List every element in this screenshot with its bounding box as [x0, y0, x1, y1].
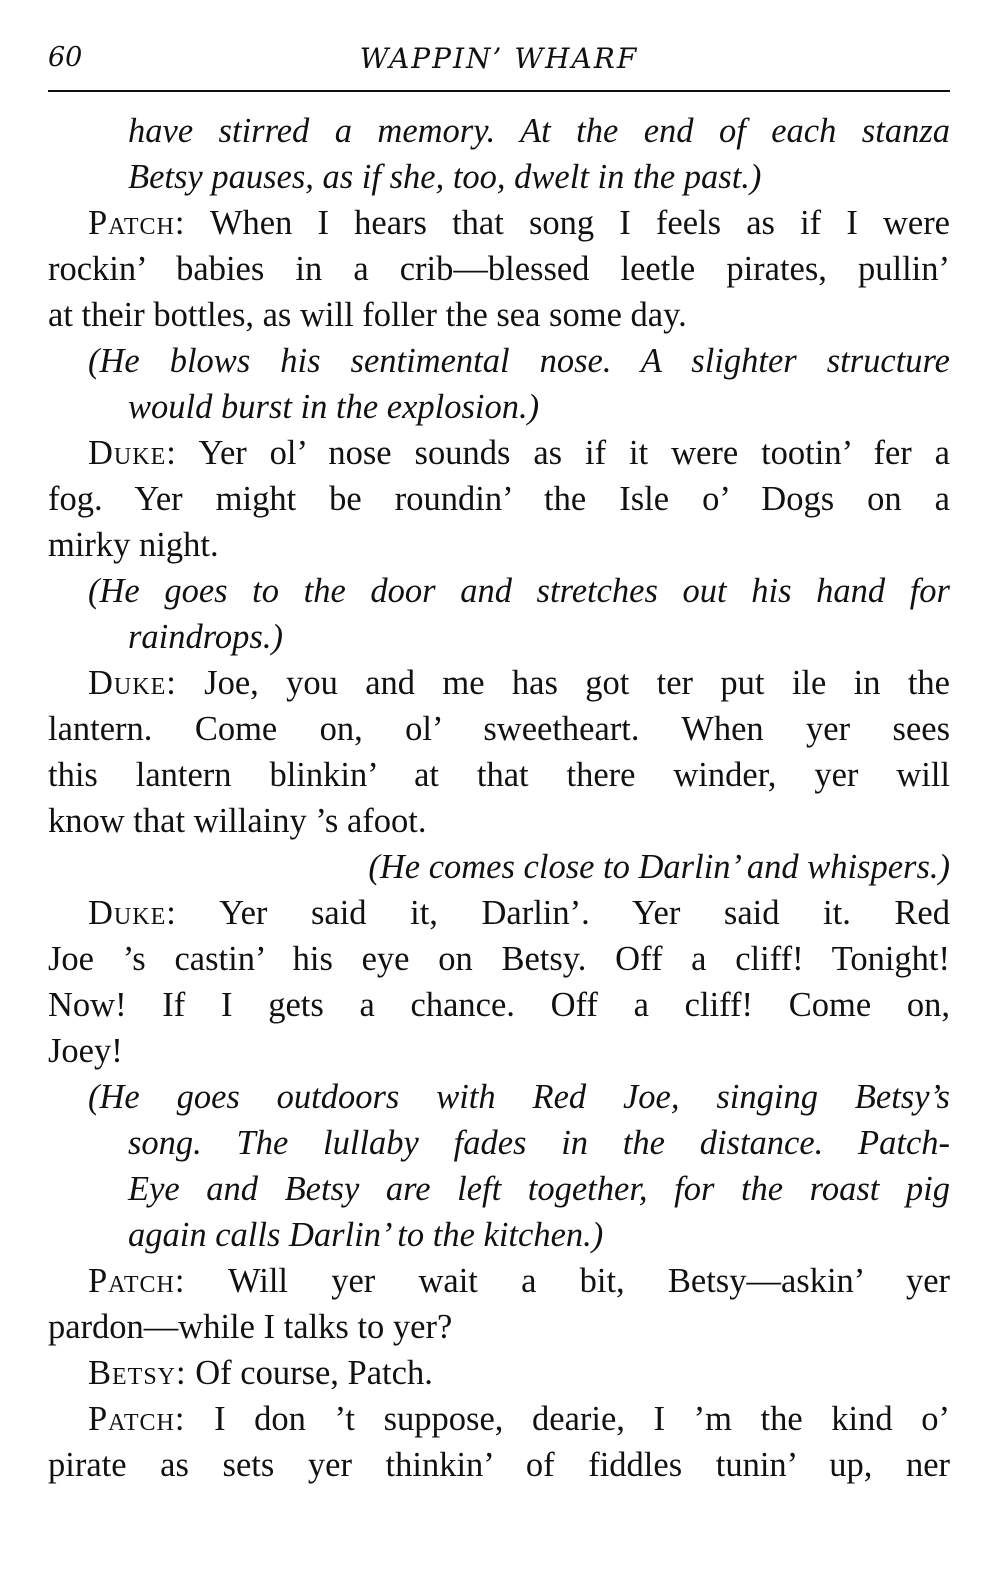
page-number: 60 [48, 42, 83, 73]
dialogue-line: fog. Yer might be roundin’ the Isle o’ Dogs on a [48, 480, 950, 518]
speech-text: When I hears that song I feels as if I were [185, 204, 950, 242]
stage-direction-line: would burst in the explosion.) [128, 388, 540, 426]
speech-text: I don ’t suppose, dearie, I ’m the kind o’ [185, 1400, 950, 1438]
stage-direction-line: (He goes outdoors with Red Joe, singing Betsy’s [88, 1078, 950, 1116]
speaker-name: Patch: [88, 204, 186, 242]
speaker-name: Patch: [88, 1262, 186, 1300]
stage-direction-line: (He blows his sentimental nose. A slighter structure [88, 342, 950, 380]
dialogue-line: pirate as sets yer thinkin’ of fiddles tunin’ up, ner [48, 1446, 950, 1484]
dialogue-line: this lantern blinkin’ at that there winder, yer will [48, 756, 950, 794]
speaker-name: Duke: [88, 434, 177, 472]
running-title: WAPPIN’ WHARF [359, 42, 639, 75]
speech-text: Joe, you and me has got ter put ile in the [176, 664, 950, 702]
stage-direction-line: song. The lullaby fades in the distance. Patch- [128, 1124, 950, 1162]
stage-direction-line: (He goes to the door and stretches out his hand for [88, 572, 950, 610]
stage-direction-line: again calls Darlin’ to the kitchen.) [128, 1216, 604, 1254]
dialogue-line: rockin’ babies in a crib—blessed leetle pirates, pullin’ [48, 250, 950, 288]
dialogue-line [48, 660, 950, 706]
header-rule [48, 90, 950, 92]
page-header [48, 38, 950, 78]
dialogue-line: pardon—while I talks to yer? [48, 1308, 453, 1346]
speaker-name: Duke: [88, 894, 177, 932]
dialogue-line: know that willainy ’s afoot. [48, 802, 427, 840]
speech-text: Will yer wait a bit, Betsy—askin’ yer [185, 1262, 950, 1300]
page-body [48, 108, 950, 1488]
stage-direction-line: (He comes close to Darlin’ and whispers.) [368, 848, 950, 886]
dialogue-line [48, 200, 950, 246]
dialogue-line: Joe ’s castin’ his eye on Betsy. Off a cliff! Tonight! [48, 940, 950, 978]
speech-text: Yer said it, Darlin’. Yer said it. Red [176, 894, 950, 932]
dialogue-line [48, 430, 950, 476]
dialogue-line [48, 890, 950, 936]
speech-text: Of course, Patch. [186, 1354, 433, 1392]
dialogue-line: Now! If I gets a chance. Off a cliff! Come on, [48, 986, 950, 1024]
speaker-name: Patch: [88, 1400, 186, 1438]
dialogue-line: Joey! [48, 1032, 123, 1070]
stage-direction-line: have stirred a memory. At the end of each stanza [128, 112, 950, 150]
dialogue-line: at their bottles, as will foller the sea some day. [48, 296, 687, 334]
stage-direction-line: Betsy pauses, as if she, too, dwelt in the past.) [128, 158, 762, 196]
dialogue-line: mirky night. [48, 526, 219, 564]
dialogue-line: lantern. Come on, ol’ sweetheart. When yer sees [48, 710, 950, 748]
dialogue-line [48, 1350, 950, 1396]
speaker-name: Betsy: [88, 1354, 187, 1392]
speech-text: Yer ol’ nose sounds as if it were tootin’ fer a [176, 434, 950, 472]
speaker-name: Duke: [88, 664, 177, 702]
dialogue-line [48, 1396, 950, 1442]
stage-direction-line: raindrops.) [128, 618, 283, 656]
stage-direction-line: Eye and Betsy are left together, for the roast pig [128, 1170, 950, 1208]
dialogue-line [48, 1258, 950, 1304]
